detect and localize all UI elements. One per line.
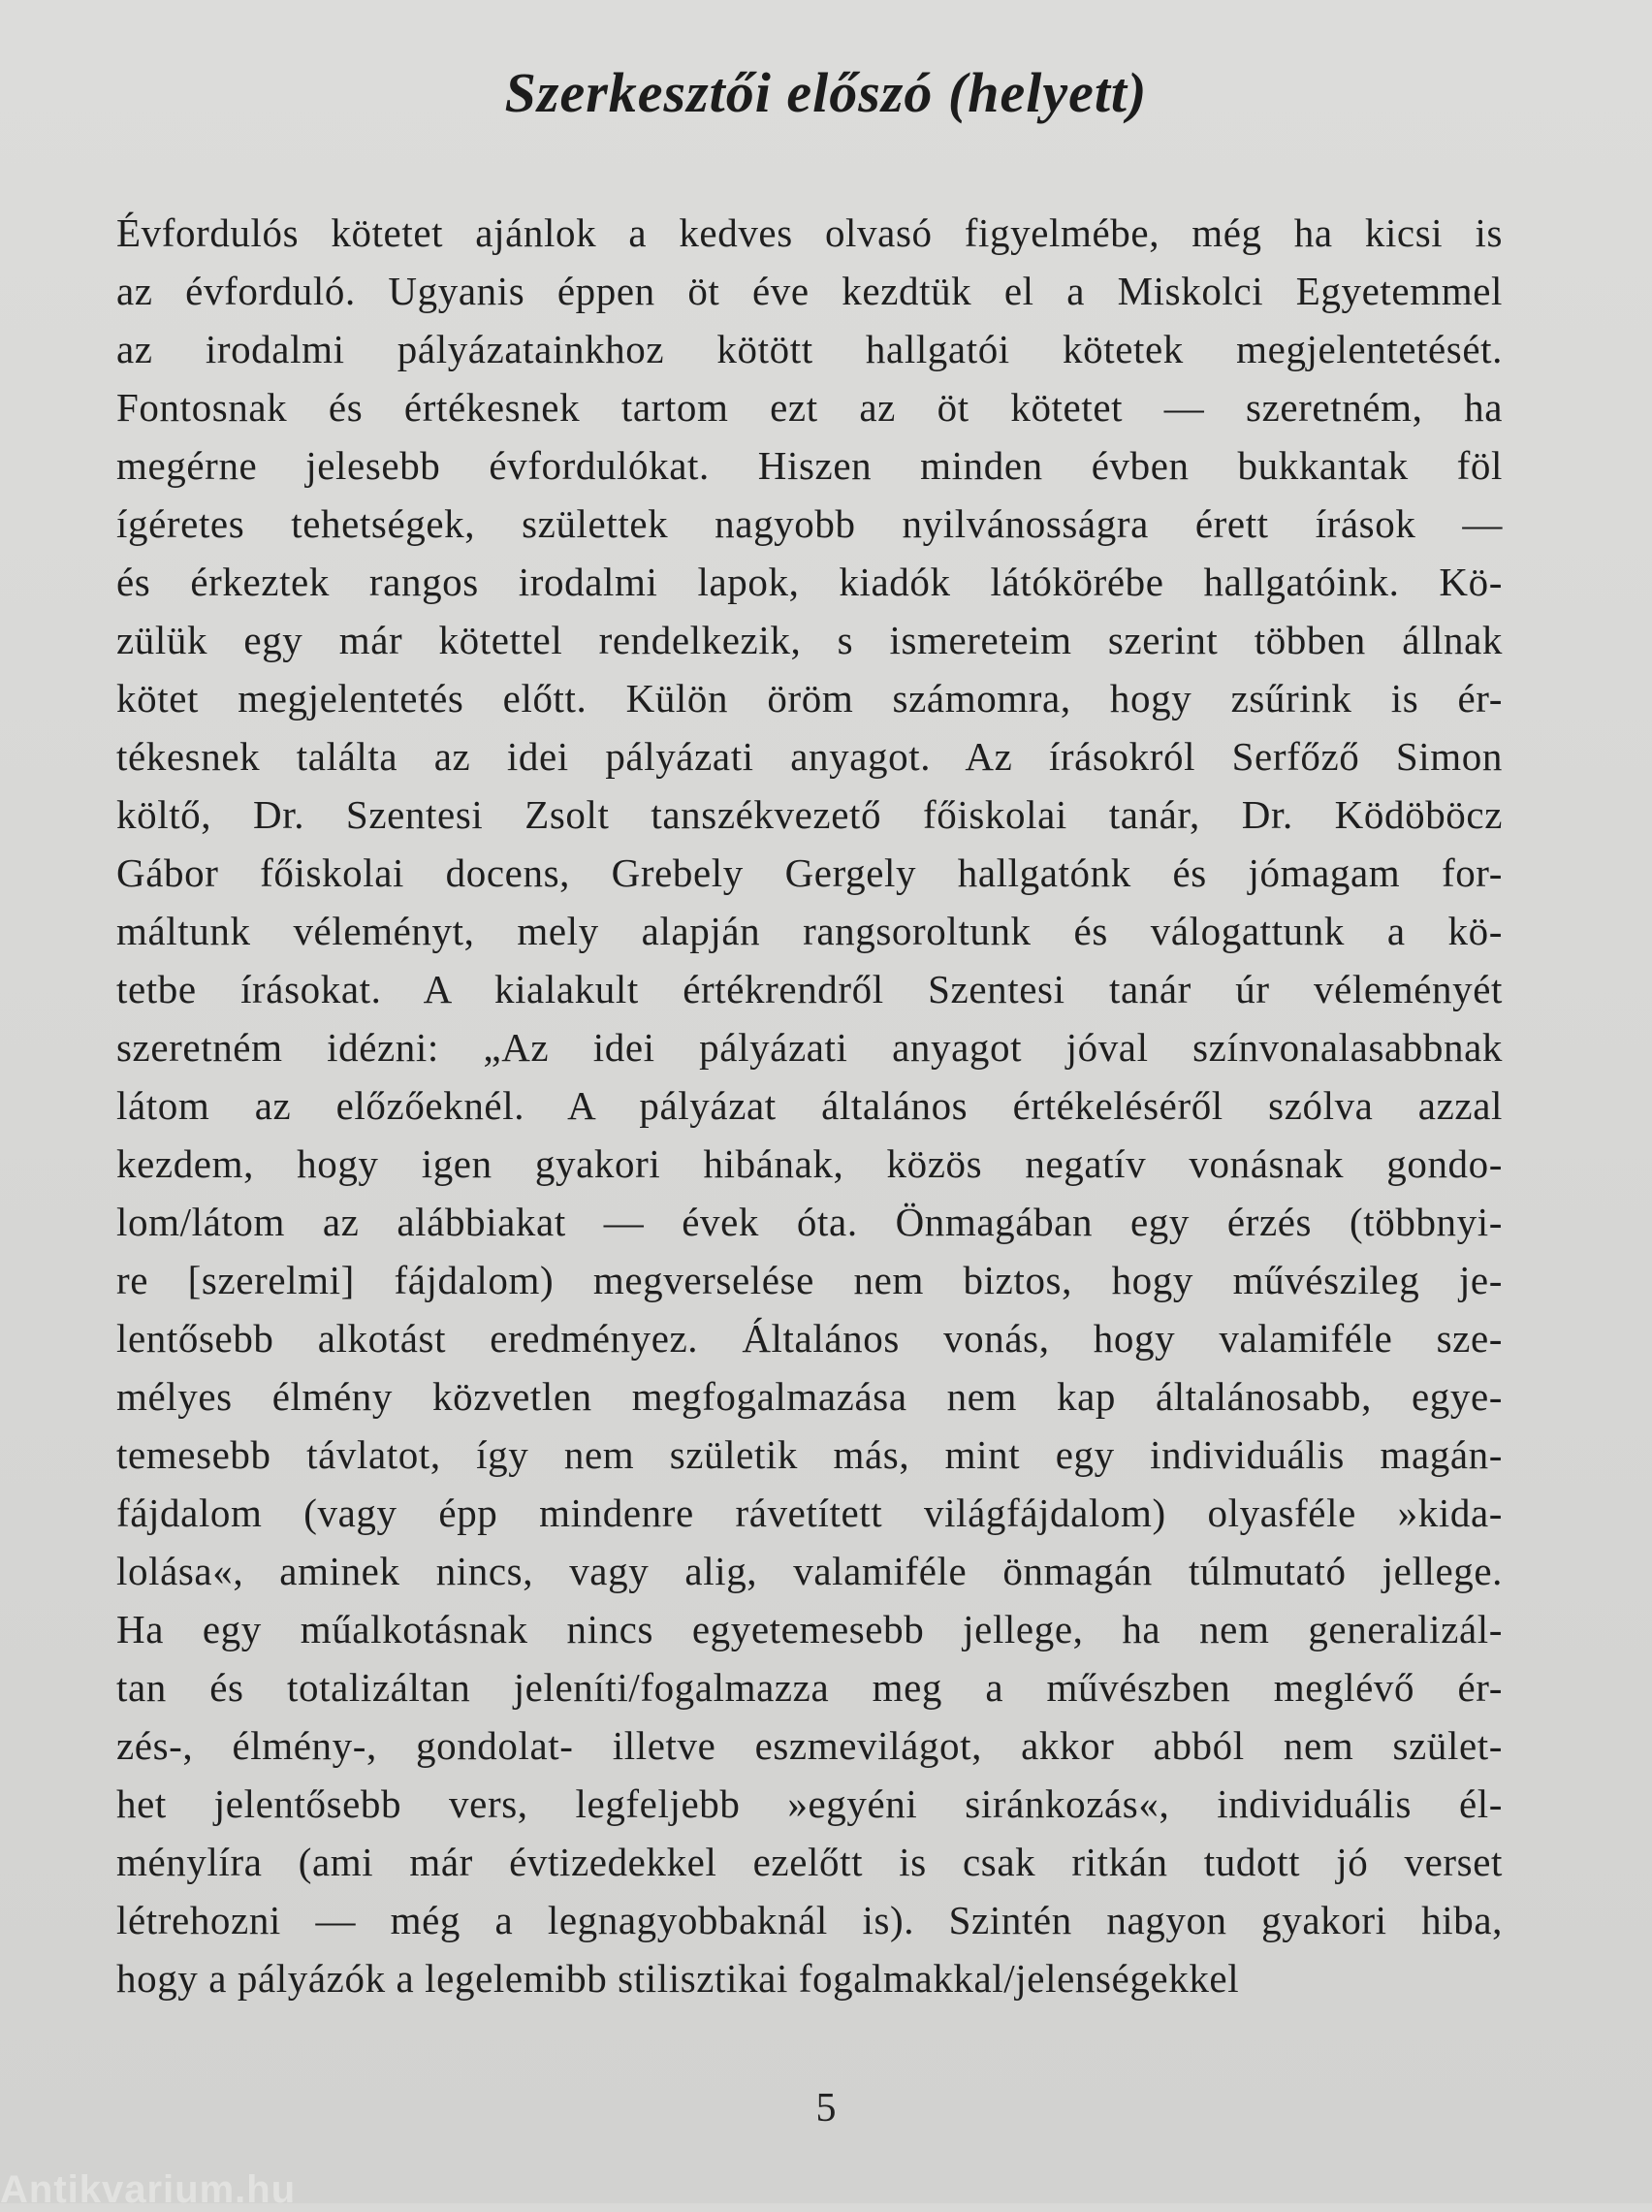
text-line: látom az előzőeknél. A pályázat általános értékeléséről szólva azzal bbox=[116, 1083, 1503, 1128]
text-line: tékesnek találta az idei pályázati anyagot. Az írásokról Serfőző Simon bbox=[116, 734, 1503, 779]
text-line: lom/látom az alábbiakat — évek óta. Önmagában egy érzés (többnyi- bbox=[116, 1200, 1503, 1244]
text-line: hogy a pályázók a legelemibb stilisztikai fogalmakkal/jelenségekkel bbox=[116, 1956, 1240, 2001]
text-line: kezdem, hogy igen gyakori hibának, közös negatív vonásnak gondo- bbox=[116, 1141, 1503, 1186]
text-line: tetbe írásokat. A kialakult értékrendről Szentesi tanár úr véleményét bbox=[116, 967, 1503, 1011]
text-line: temesebb távlatot, így nem születik más, mint egy individuális magán- bbox=[116, 1432, 1503, 1477]
text-line: kötet megjelentetés előtt. Külön öröm számomra, hogy zsűrink is ér- bbox=[116, 676, 1503, 721]
text-line: Ha egy műalkotásnak nincs egyetemesebb jellege, ha nem generalizál- bbox=[116, 1607, 1503, 1651]
text-line: Fontosnak és értékesnek tartom ezt az öt kötetet — szeretném, ha bbox=[116, 385, 1503, 430]
text-line: költő, Dr. Szentesi Zsolt tanszékvezető főiskolai tanár, Dr. Ködöböcz bbox=[116, 792, 1503, 837]
page-number: 5 bbox=[815, 2086, 837, 2131]
text-line: Gábor főiskolai docens, Grebely Gergely hallgatónk és jómagam for- bbox=[116, 850, 1503, 895]
text-line: het jelentősebb vers, legfeljebb »egyéni siránkozás«, individuális él- bbox=[116, 1781, 1503, 1826]
watermark: Antikvarium.hu bbox=[0, 2168, 297, 2211]
text-line: tan és totalizáltan jeleníti/fogalmazza meg a művészben meglévő ér- bbox=[116, 1665, 1503, 1710]
text-line: lentősebb alkotást eredményez. Általános vonás, hogy valamiféle sze- bbox=[116, 1316, 1503, 1361]
text-line: megérne jelesebb évfordulókat. Hiszen minden évben bukkantak föl bbox=[116, 443, 1503, 488]
text-line: ígéretes tehetségek, születtek nagyobb nyilvánosságra érett írások — bbox=[116, 501, 1503, 546]
text-line: máltunk véleményt, mely alapján rangsoroltunk és válogattunk a kö- bbox=[116, 909, 1503, 953]
text-line: ménylíra (ami már évtizedekkel ezelőtt is csak ritkán tudott jó verset bbox=[116, 1840, 1503, 1884]
text-line: Évfordulós kötetet ajánlok a kedves olvasó figyelmébe, még ha kicsi is bbox=[116, 210, 1503, 255]
text-line: fájdalom (vagy épp mindenre rávetített világfájdalom) olyasféle »kida- bbox=[116, 1491, 1503, 1535]
text-line: és érkeztek rangos irodalmi lapok, kiadók látókörébe hallgatóink. Kö- bbox=[116, 560, 1503, 604]
text-line: az irodalmi pályázatainkhoz kötött hallgatói kötetek megjelentetését. bbox=[116, 327, 1503, 371]
text-line: szeretném idézni: „Az idei pályázati anyagot jóval színvonalasabbnak bbox=[116, 1025, 1503, 1070]
text-line: lolása«, aminek nincs, vagy alig, valamiféle önmagán túlmutató jellege. bbox=[116, 1549, 1503, 1593]
text-line: zülük egy már kötettel rendelkezik, s ismereteim szerint többen állnak bbox=[116, 618, 1503, 662]
text-line: zés-, élmény-, gondolat- illetve eszmevilágot, akkor abból nem szület- bbox=[116, 1723, 1503, 1768]
body-text bbox=[116, 204, 1503, 2007]
text-line: létrehozni — még a legnagyobbaknál is). Szintén nagyon gyakori hiba, bbox=[116, 1898, 1503, 1942]
text-line: re [szerelmi] fájdalom) megverselése nem biztos, hogy művészileg je- bbox=[116, 1258, 1503, 1302]
text-line: az évforduló. Ugyanis éppen öt éve kezdtük el a Miskolci Egyetemmel bbox=[116, 269, 1503, 313]
text-line: mélyes élmény közvetlen megfogalmazása nem kap általánosabb, egye- bbox=[116, 1374, 1503, 1419]
page-title: Szerkesztői előszó (helyett) bbox=[504, 61, 1148, 124]
